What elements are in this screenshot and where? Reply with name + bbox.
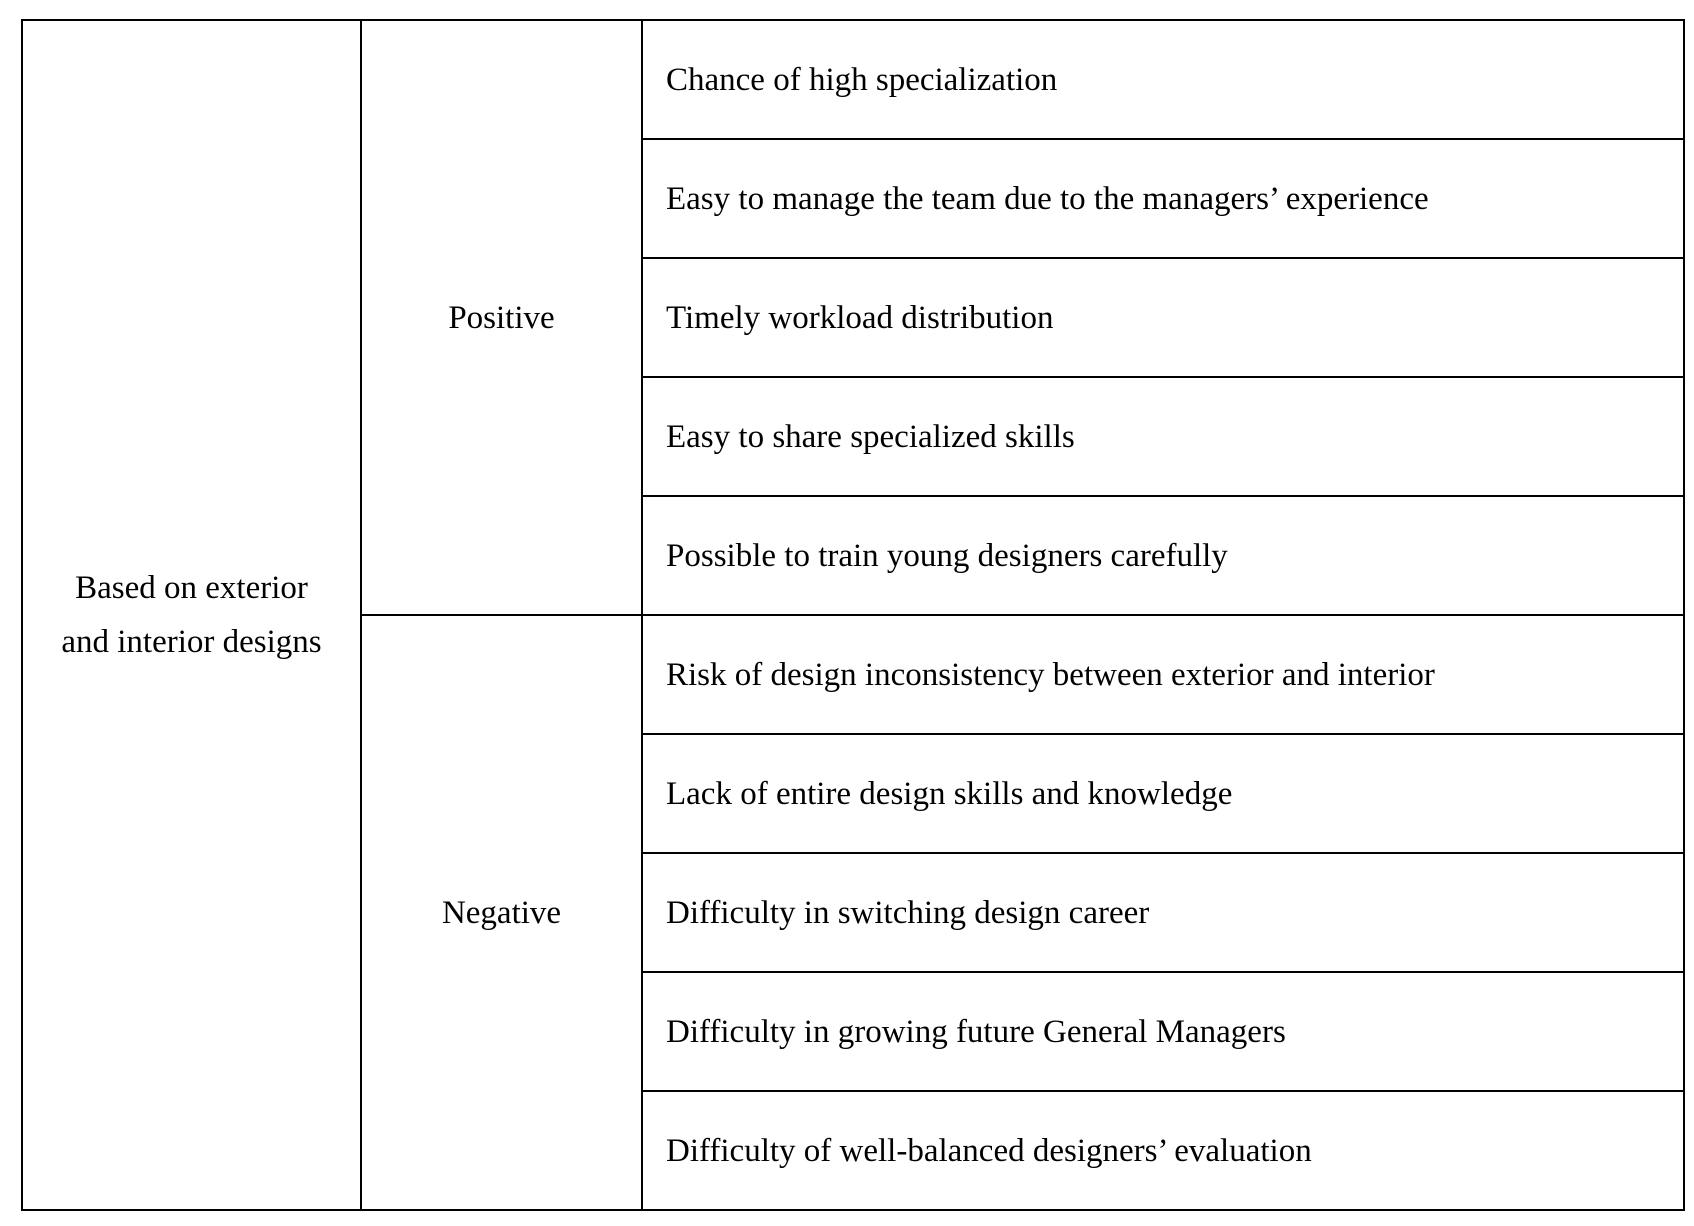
table-row: [22, 20, 1684, 139]
item-cell: Easy to share specialized skills: [642, 377, 1684, 496]
item-cell: Difficulty in switching design career: [642, 853, 1684, 972]
basis-line: Based on exterior: [75, 570, 308, 606]
item-cell: Lack of entire design skills and knowledge: [642, 734, 1684, 853]
item-cell: Timely workload distribution: [642, 258, 1684, 377]
item-cell: Easy to manage the team due to the managers’ experience: [642, 139, 1684, 258]
item-cell: Possible to train young designers carefully: [642, 496, 1684, 615]
basis-line: and interior designs: [61, 624, 322, 660]
item-cell: Difficulty in growing future General Managers: [642, 972, 1684, 1091]
pros-cons-table: [21, 19, 1685, 1211]
positive-cell: Positive: [361, 20, 642, 615]
item-cell: Difficulty of well-balanced designers’ evaluation: [642, 1091, 1684, 1210]
item-cell: Risk of design inconsistency between exterior and interior: [642, 615, 1684, 734]
basis-cell: [22, 20, 361, 1210]
negative-cell: Negative: [361, 615, 642, 1210]
item-cell: Chance of high specialization: [642, 20, 1684, 139]
